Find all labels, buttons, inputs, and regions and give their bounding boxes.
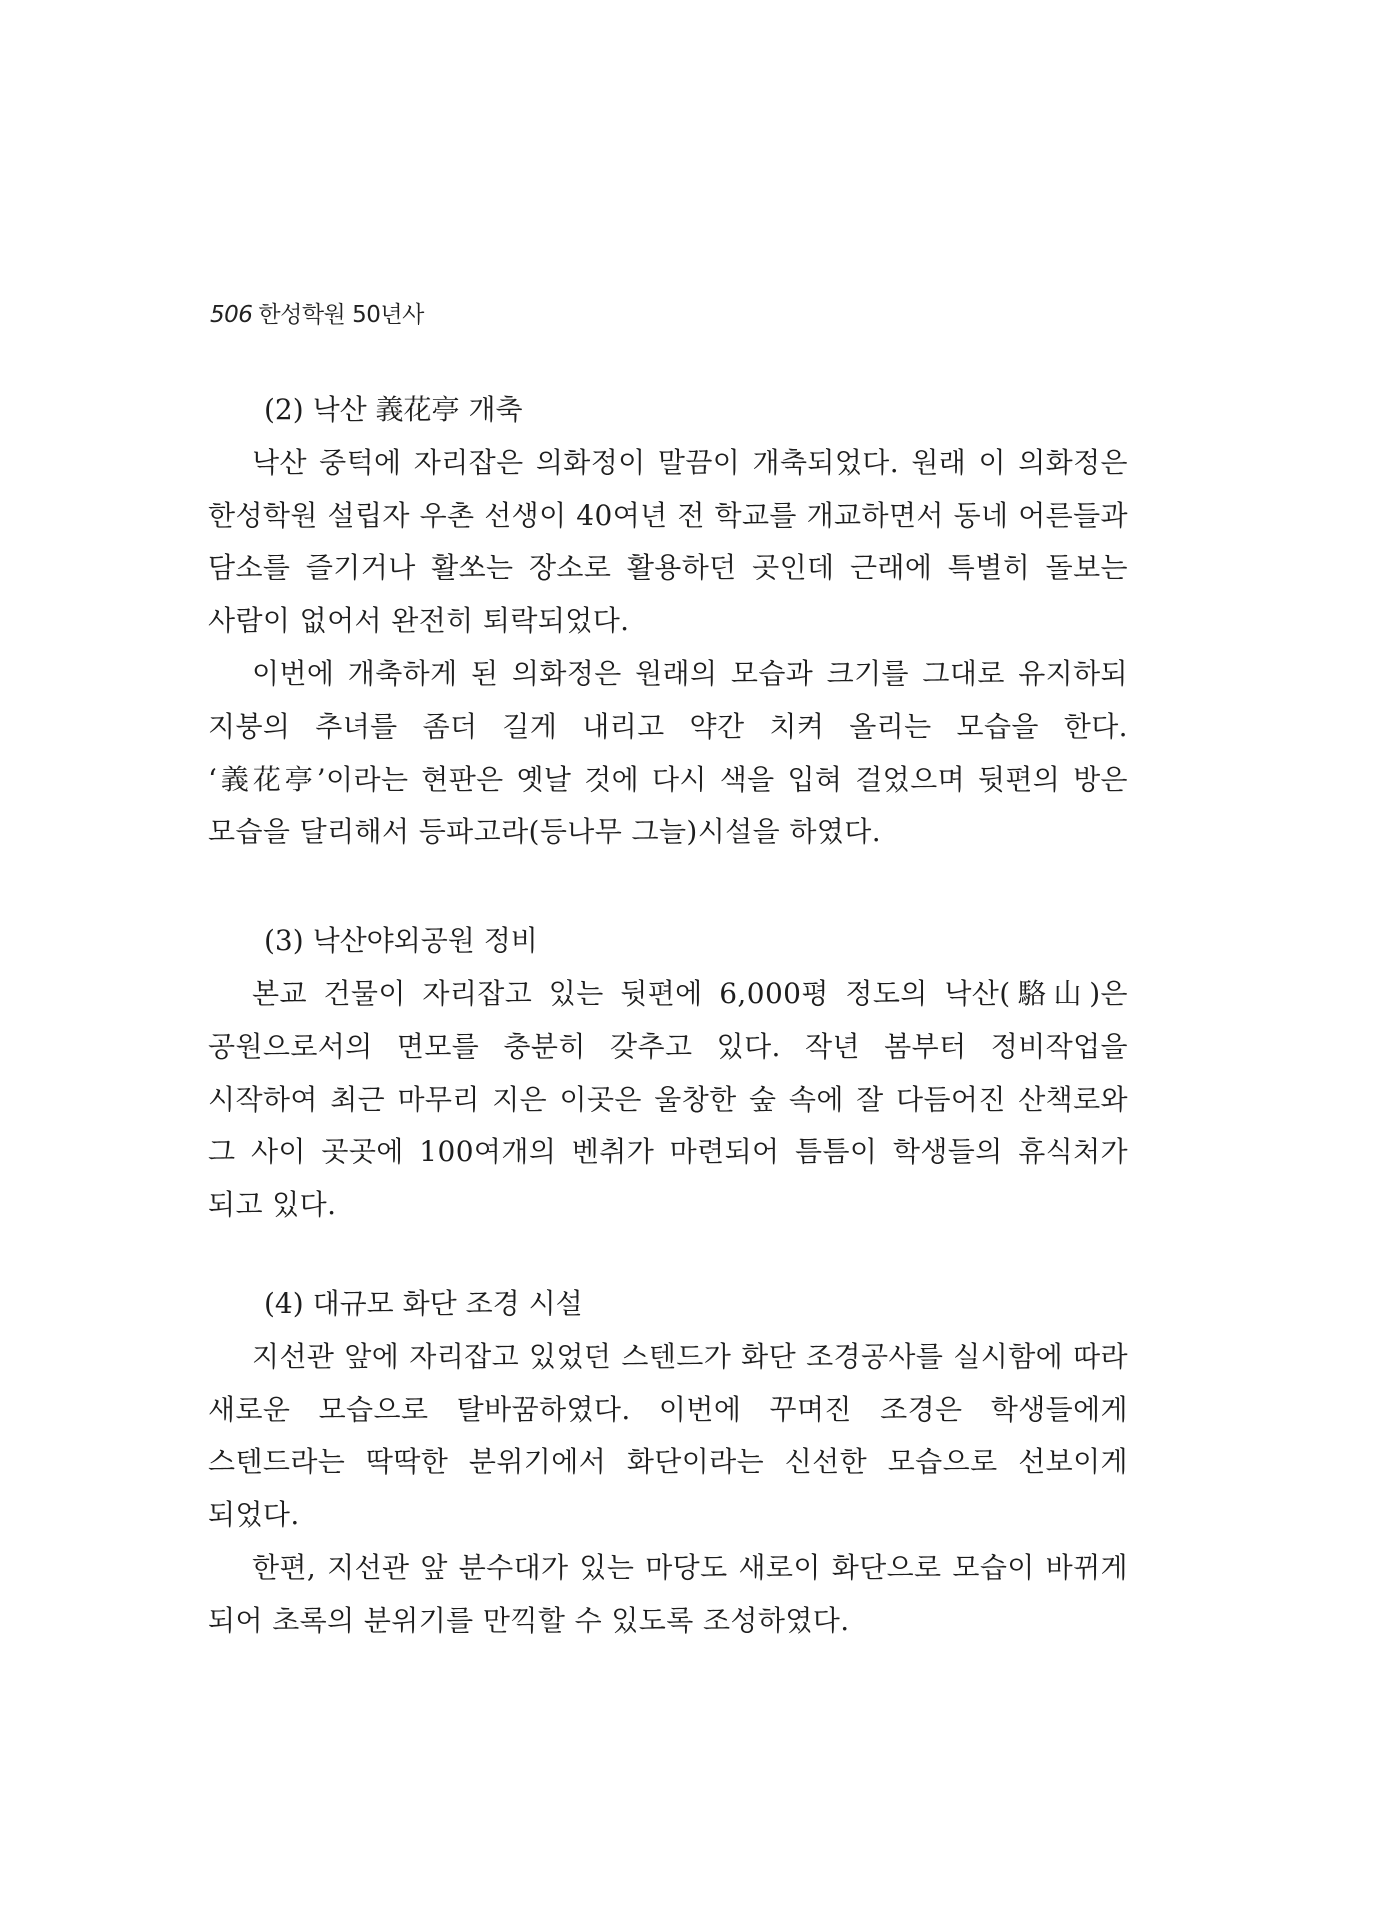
paragraph: 지선관 앞에 자리잡고 있었던 스텐드가 화단 조경공사를 실시함에 따라 새로운 모습으로 탈바꿈하였다. 이번에 꾸며진 조경은 학생들에게 스텐드라는 딱딱한 분위기에서 화단이라는 신선한 모습으로 선보이게 되었다. xyxy=(208,1339,1128,1532)
section-spacer xyxy=(208,859,1128,915)
section-pavilion-renovation xyxy=(208,384,1128,859)
book-title: 한성학원 50년사 xyxy=(258,302,424,328)
section-heading: (2) 낙산 義花亭 개축 xyxy=(264,393,523,426)
paragraph: 낙산 중턱에 자리잡은 의화정이 말끔이 개축되었다. 원래 이 의화정은 한성학원 설립자 우촌 선생이 40여년 전 학교를 개교하면서 동네 어른들과 담소를 즐기거나 활쏘는 장소로 활용하던 곳인데 근래에 특별히 돌보는 사람이 없어서 완전히 퇴락되었다. xyxy=(208,445,1128,638)
page-number: 506 xyxy=(210,302,253,328)
paragraph: 한편, 지선관 앞 분수대가 있는 마당도 새로이 화단으로 모습이 바뀌게 되어 초록의 분위기를 만끽할 수 있도록 조성하였다. xyxy=(208,1550,1128,1637)
paragraph: 본교 건물이 자리잡고 있는 뒷편에 6,000평 정도의 낙산(駱山)은 공원으로서의 면모를 충분히 갖추고 있다. 작년 봄부터 정비작업을 시작하여 최근 마무리 지은 이곳은 울창한 숲 속에 잘 다듬어진 산책로와 그 사이 곳곳에 100여개의 벤취가 마련되어 틈틈이 학생들의 휴식처가 되고 있다. xyxy=(208,976,1128,1222)
body-text xyxy=(208,384,1128,1648)
section-park-maintenance xyxy=(208,915,1128,1232)
section-heading: (3) 낙산야외공원 정비 xyxy=(264,924,538,958)
section-heading: (4) 대규모 화단 조경 시설 xyxy=(264,1286,583,1320)
running-head xyxy=(210,296,424,329)
section-flowerbed-landscaping xyxy=(208,1278,1128,1648)
section-spacer xyxy=(208,1232,1128,1278)
paragraph: 이번에 개축하게 된 의화정은 원래의 모습과 크기를 그대로 유지하되 지붕의 추녀를 좀더 길게 내리고 약간 치켜 올리는 모습을 한다. ‘義花亭’이라는 현판은 옛날 것에 다시 색을 입혀 걸었으며 뒷편의 방은 모습을 달리해서 등파고라(등나무 그늘)시설을 하였다. xyxy=(208,656,1128,849)
